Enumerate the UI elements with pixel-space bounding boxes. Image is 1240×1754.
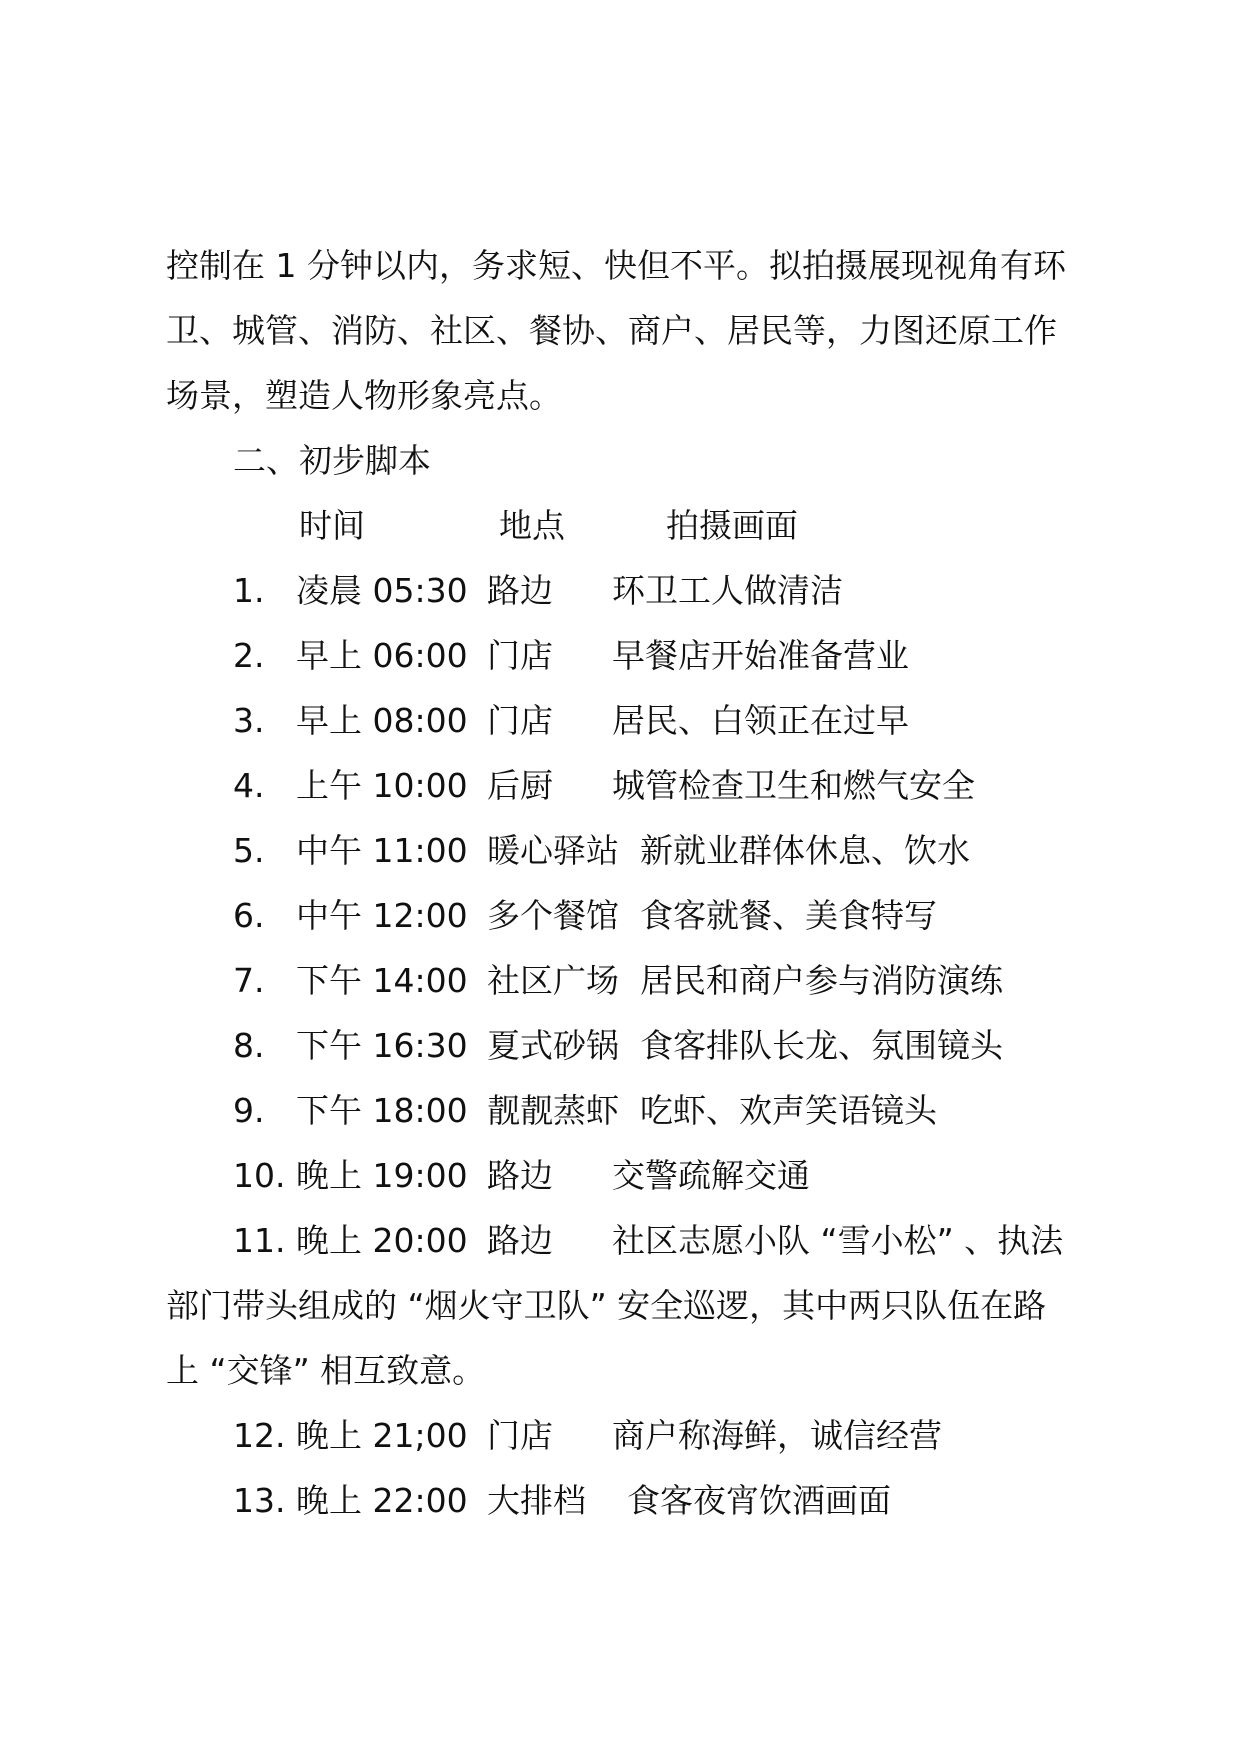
row-scene: 商户称海鲜，诚信经营 (612, 1416, 942, 1455)
row-number: 5. (233, 831, 265, 870)
row-number: 13. (233, 1481, 286, 1520)
row-place: 多个餐馆 (487, 896, 619, 935)
row-scene: 食客就餐、美食特写 (640, 896, 937, 935)
row-place: 靓靓蒸虾 (487, 1091, 619, 1130)
row-time: 晚上 19:00 (296, 1156, 468, 1195)
row-place: 社区广场 (487, 961, 619, 1000)
row-scene: 环卫工人做清洁 (612, 571, 843, 610)
row-scene: 社区志愿小队 “雪小松” 、执法 (612, 1221, 1064, 1260)
intro-line-3: 场景，塑造人物形象亮点。 (166, 376, 562, 415)
row-scene-continued: 部门带头组成的 “烟火守卫队” 安全巡逻，其中两只队伍在路 (166, 1286, 1047, 1325)
row-time: 上午 10:00 (296, 766, 468, 805)
row-scene: 早餐店开始准备营业 (612, 636, 909, 675)
row-scene: 交警疏解交通 (612, 1156, 810, 1195)
row-scene: 居民、白领正在过早 (612, 701, 909, 740)
row-time: 下午 16:30 (296, 1026, 468, 1065)
row-number: 7. (233, 961, 265, 1000)
header-time: 时间 (299, 506, 365, 545)
row-number: 9. (233, 1091, 265, 1130)
intro-line-2: 卫、城管、消防、社区、餐协、商户、居民等，力图还原工作 (166, 311, 1057, 350)
row-place: 门店 (487, 636, 553, 675)
row-number: 8. (233, 1026, 265, 1065)
row-place: 夏式砂锅 (487, 1026, 619, 1065)
row-place: 暖心驿站 (487, 831, 619, 870)
row-time: 中午 11:00 (296, 831, 468, 870)
row-place: 门店 (487, 1416, 553, 1455)
row-time: 早上 06:00 (296, 636, 468, 675)
row-scene-continued: 上 “交锋” 相互致意。 (166, 1351, 486, 1390)
row-time: 晚上 20:00 (296, 1221, 468, 1260)
row-place: 大排档 (487, 1481, 586, 1520)
row-time: 晚上 21;00 (296, 1416, 468, 1455)
row-time: 早上 08:00 (296, 701, 468, 740)
row-scene: 居民和商户参与消防演练 (640, 961, 1003, 1000)
row-time: 下午 14:00 (296, 961, 468, 1000)
row-number: 1. (233, 571, 265, 610)
row-scene: 新就业群体休息、饮水 (640, 831, 970, 870)
row-number: 3. (233, 701, 265, 740)
row-scene: 吃虾、欢声笑语镜头 (640, 1091, 937, 1130)
row-number: 10. (233, 1156, 286, 1195)
row-time: 晚上 22:00 (296, 1481, 468, 1520)
intro-line-1: 控制在 1 分钟以内，务求短、快但不平。拟拍摄展现视角有环 (166, 246, 1066, 285)
row-place: 后厨 (487, 766, 553, 805)
header-place: 地点 (499, 506, 565, 545)
row-time: 中午 12:00 (296, 896, 468, 935)
row-scene: 城管检查卫生和燃气安全 (612, 766, 975, 805)
row-number: 6. (233, 896, 265, 935)
row-place: 门店 (487, 701, 553, 740)
row-scene: 食客排队长龙、氛围镜头 (640, 1026, 1003, 1065)
row-number: 2. (233, 636, 265, 675)
row-number: 12. (233, 1416, 286, 1455)
row-number: 4. (233, 766, 265, 805)
row-scene: 食客夜宵饮酒画面 (627, 1481, 891, 1520)
section-heading: 二、初步脚本 (233, 441, 431, 480)
header-scene: 拍摄画面 (666, 506, 798, 545)
row-place: 路边 (487, 1156, 553, 1195)
row-time: 凌晨 05:30 (296, 571, 468, 610)
row-place: 路边 (487, 571, 553, 610)
row-time: 下午 18:00 (296, 1091, 468, 1130)
row-place: 路边 (487, 1221, 553, 1260)
row-number: 11. (233, 1221, 286, 1260)
